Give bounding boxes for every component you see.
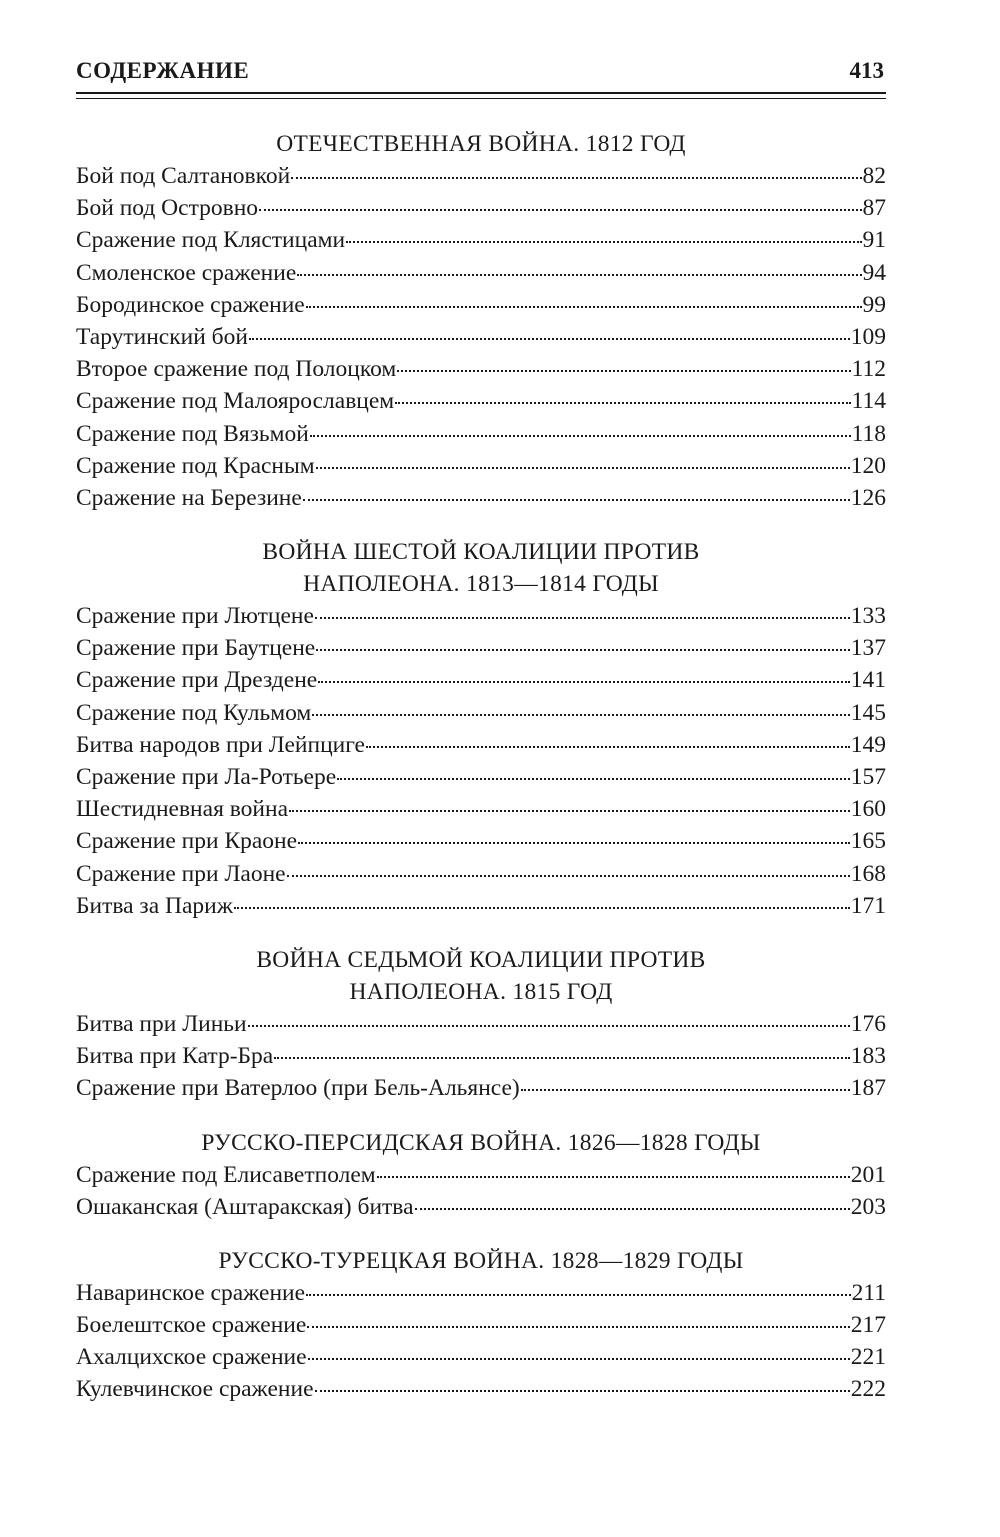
entry-page-number: 112 <box>851 356 886 383</box>
dot-leader <box>316 649 850 651</box>
entry-page-number: 203 <box>850 1193 886 1220</box>
toc-section <box>76 944 886 1105</box>
entry-title: Бой под Островно <box>76 195 259 222</box>
toc-entry[interactable] <box>76 1040 886 1072</box>
entry-title: Ошаканская (Аштаракская) битва <box>76 1193 414 1220</box>
toc-entry[interactable] <box>76 257 886 289</box>
toc-entry[interactable] <box>76 224 886 256</box>
entry-title: Сражение при Дрездене <box>76 667 318 694</box>
entry-title: Бородинское сражение <box>76 291 305 318</box>
dot-leader <box>249 338 850 340</box>
entry-title: Сражение под Елисаветполем <box>76 1161 376 1188</box>
entry-title: Сражение под Кульмом <box>76 699 312 726</box>
entry-page-number: 137 <box>850 635 886 662</box>
entry-page-number: 109 <box>850 323 886 350</box>
toc-entry[interactable] <box>76 1277 886 1309</box>
toc-section <box>76 1127 886 1223</box>
toc-entry[interactable] <box>76 1191 886 1223</box>
header-rule-thick <box>76 92 886 94</box>
dot-leader <box>346 241 861 243</box>
entry-page-number: 171 <box>850 892 886 919</box>
toc-entry[interactable] <box>76 385 886 417</box>
toc-entry[interactable] <box>76 1309 886 1341</box>
dot-leader <box>303 499 850 501</box>
toc-entry[interactable] <box>76 858 886 890</box>
dot-leader <box>318 681 850 683</box>
entry-page-number: 222 <box>850 1376 886 1403</box>
dot-leader <box>297 274 861 276</box>
toc-entry[interactable] <box>76 890 886 922</box>
toc-section <box>76 1245 886 1406</box>
entry-page-number: 118 <box>851 420 886 447</box>
toc-entry[interactable] <box>76 761 886 793</box>
dot-leader <box>306 1294 851 1296</box>
toc-entry[interactable] <box>76 321 886 353</box>
toc-sections <box>76 128 886 1428</box>
toc-entry[interactable] <box>76 1072 886 1104</box>
entry-page-number: 114 <box>851 388 886 415</box>
entry-page-number: 160 <box>850 796 886 823</box>
toc-entry[interactable] <box>76 450 886 482</box>
section-heading: НАПОЛЕОНА. 1813—1814 ГОДЫ <box>303 571 659 598</box>
dot-leader <box>274 1057 850 1059</box>
dot-leader <box>377 1176 850 1178</box>
running-head <box>76 58 886 92</box>
entry-page-number: 82 <box>862 163 886 189</box>
toc-entry[interactable] <box>76 729 886 761</box>
entry-title: Сражение под Вязьмой <box>76 420 309 447</box>
entry-page-number: 157 <box>850 764 886 790</box>
running-head-title: СОДЕРЖАНИЕ <box>76 58 250 83</box>
dot-leader <box>298 842 850 844</box>
entry-page-number: 176 <box>850 1010 886 1037</box>
toc-entry[interactable] <box>76 825 886 857</box>
entry-title: Сражение под Малоярославцем <box>76 388 395 415</box>
entry-page-number: 120 <box>850 452 886 479</box>
entry-title: Сражение при Ла-Ротьере <box>76 764 337 790</box>
entry-page-number: 133 <box>850 603 886 630</box>
entry-page-number: 145 <box>850 699 886 726</box>
entry-title: Кулевчинское сражение <box>76 1376 314 1403</box>
section-heading: ВОЙНА СЕДЬМОЙ КОАЛИЦИИ ПРОТИВ <box>256 946 706 973</box>
entry-title: Смоленское сражение <box>76 259 297 286</box>
toc-entry[interactable] <box>76 1373 886 1405</box>
toc-section <box>76 128 886 514</box>
entry-title: Сражение при Ватерлоо (при Бель-Альянсе) <box>76 1075 520 1102</box>
entry-title: Второе сражение под Полоцком <box>76 356 397 383</box>
dot-leader <box>248 1025 850 1027</box>
section-heading: НАПОЛЕОНА. 1815 ГОД <box>349 978 613 1005</box>
toc-entry[interactable] <box>76 632 886 664</box>
entry-page-number: 217 <box>850 1312 886 1339</box>
entry-page-number: 141 <box>850 667 886 694</box>
dot-leader <box>234 907 850 909</box>
toc-entry[interactable] <box>76 289 886 321</box>
dot-leader <box>337 778 850 780</box>
entry-title: Сражение под Красным <box>76 452 315 479</box>
toc-entry[interactable] <box>76 418 886 450</box>
entry-title: Сражение при Баутцене <box>76 635 316 662</box>
entry-title: Сражение при Лаоне <box>76 860 286 887</box>
toc-entry[interactable] <box>76 1008 886 1040</box>
entry-page-number: 201 <box>850 1161 886 1188</box>
toc-entry[interactable] <box>76 1341 886 1373</box>
entry-title: Битва при Линьи <box>76 1010 247 1037</box>
dot-leader <box>316 467 850 469</box>
entry-page-number: 94 <box>862 259 886 286</box>
entry-title: Битва при Катр-Бра <box>76 1043 274 1070</box>
dot-leader <box>310 435 851 437</box>
dot-leader <box>521 1089 850 1091</box>
dot-leader <box>259 209 861 211</box>
entry-title: Битва народов при Лейпциге <box>76 731 365 758</box>
dot-leader <box>287 875 850 877</box>
toc-entry[interactable] <box>76 1159 886 1191</box>
dot-leader <box>395 402 850 404</box>
entry-page-number: 87 <box>862 195 886 222</box>
dot-leader <box>289 810 850 812</box>
entry-page-number: 99 <box>862 291 886 318</box>
section-heading: РУССКО-ПЕРСИДСКАЯ ВОЙНА. 1826—1828 ГОДЫ <box>201 1129 761 1156</box>
entry-title: Битва за Париж <box>76 892 233 919</box>
section-heading: РУССКО-ТУРЕЦКАЯ ВОЙНА. 1828—1829 ГОДЫ <box>218 1247 744 1274</box>
entry-title: Сражение при Краоне <box>76 828 298 855</box>
entry-page-number: 221 <box>850 1344 886 1371</box>
entry-title: Наваринское сражение <box>76 1279 306 1306</box>
entry-title: Сражение под Клястицами <box>76 227 346 254</box>
dot-leader <box>291 177 861 179</box>
entry-title: Ахалцихское сражение <box>76 1344 307 1371</box>
entry-page-number: 126 <box>850 484 886 511</box>
dot-leader <box>315 617 850 619</box>
dot-leader <box>312 714 849 716</box>
page-number: 413 <box>849 58 884 83</box>
toc-entry[interactable] <box>76 664 886 696</box>
toc-entry[interactable] <box>76 160 886 192</box>
entry-title: Сражение при Лютцене <box>76 603 314 630</box>
section-heading: ВОЙНА ШЕСТОЙ КОАЛИЦИИ ПРОТИВ <box>262 539 700 566</box>
entry-title: Шестидневная война <box>76 796 289 823</box>
toc-entry[interactable] <box>76 192 886 224</box>
entry-page-number: 187 <box>850 1075 886 1102</box>
section-heading: ОТЕЧЕСТВЕННАЯ ВОЙНА. 1812 ГОД <box>276 131 686 157</box>
dot-leader <box>307 1326 849 1328</box>
entry-page-number: 168 <box>850 860 886 887</box>
entry-page-number: 149 <box>850 731 886 758</box>
dot-leader <box>315 1390 850 1392</box>
entry-page-number: 211 <box>851 1279 886 1306</box>
toc-entry[interactable] <box>76 600 886 632</box>
dot-leader <box>308 1358 850 1360</box>
entry-title: Боелештское сражение <box>76 1312 307 1339</box>
toc-entry[interactable] <box>76 697 886 729</box>
dot-leader <box>415 1208 850 1210</box>
dot-leader <box>306 306 862 308</box>
toc-entry[interactable] <box>76 793 886 825</box>
entry-title: Тарутинский бой <box>76 323 248 350</box>
toc-entry[interactable] <box>76 482 886 514</box>
entry-page-number: 91 <box>862 227 886 254</box>
dot-leader <box>366 746 850 748</box>
toc-section <box>76 536 886 922</box>
entry-title: Бой под Салтановкой <box>76 163 291 189</box>
entry-page-number: 183 <box>850 1043 886 1070</box>
entry-title: Сражение на Березине <box>76 484 302 511</box>
dot-leader <box>397 370 850 372</box>
toc-entry[interactable] <box>76 353 886 385</box>
header-rule-thin <box>76 98 886 99</box>
entry-page-number: 165 <box>850 828 886 855</box>
